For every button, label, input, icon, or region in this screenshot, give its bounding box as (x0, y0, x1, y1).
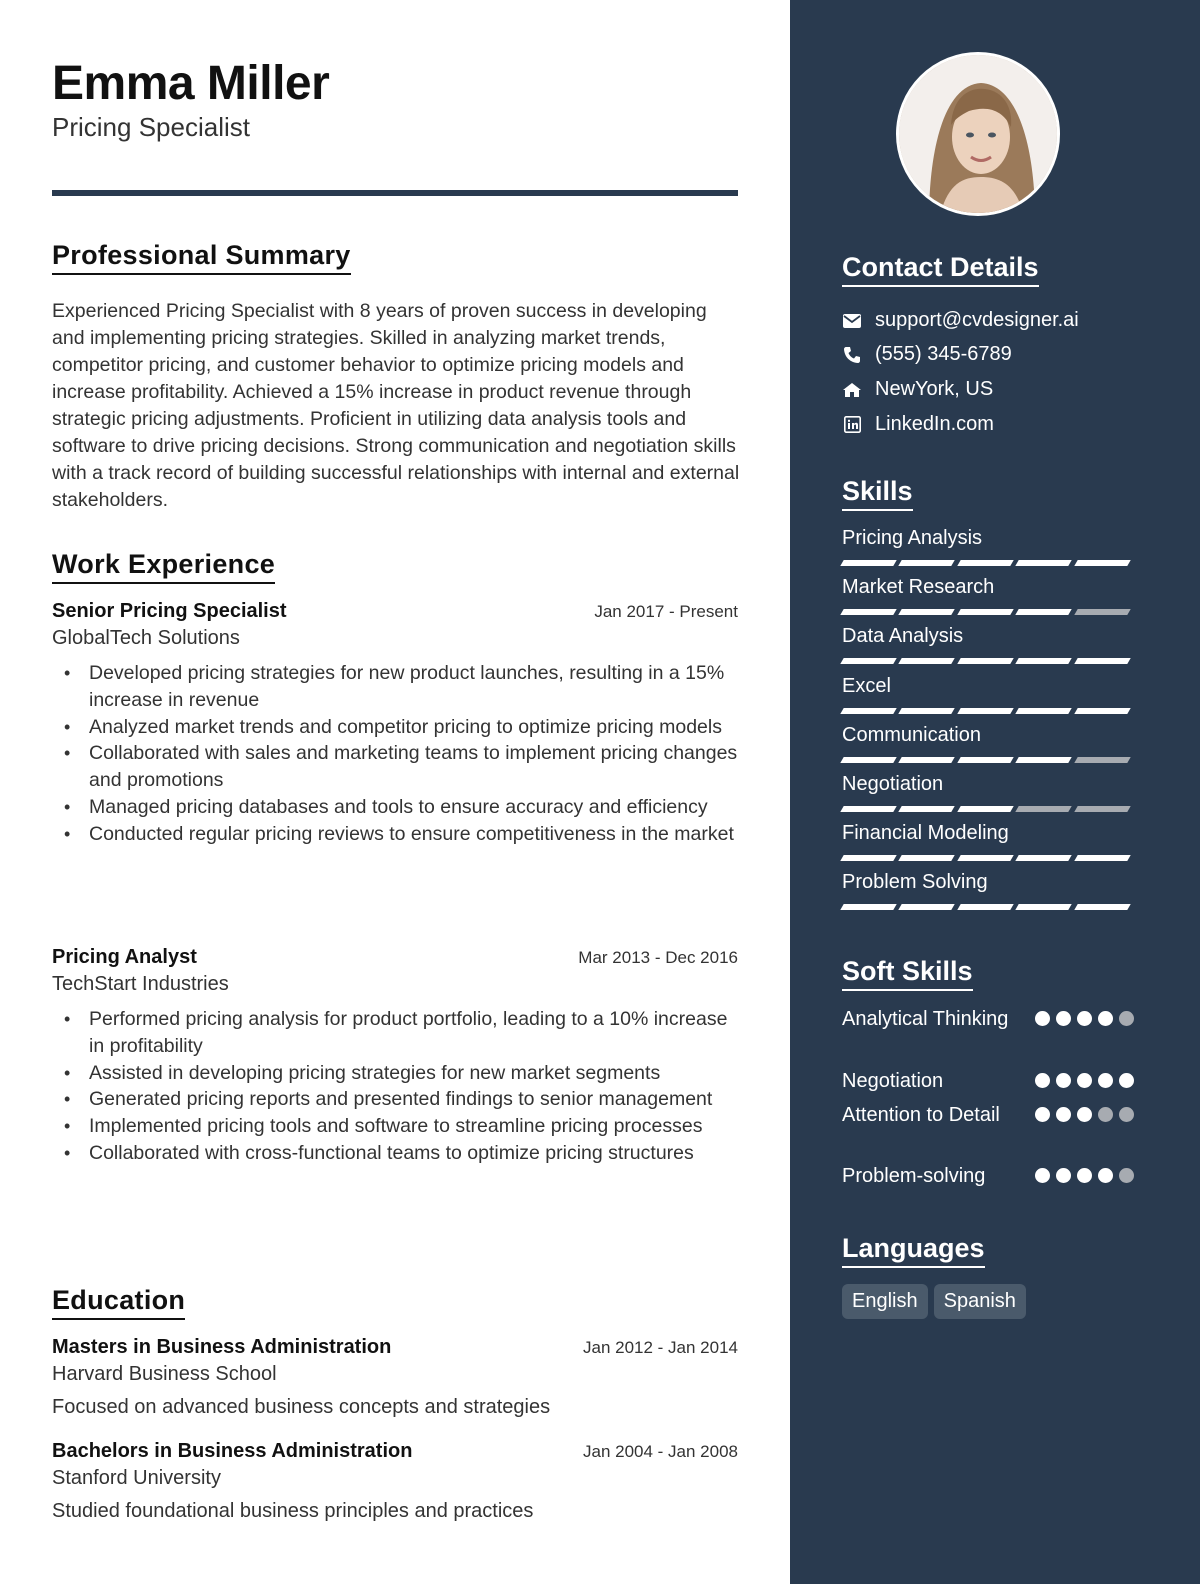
job-bullets (52, 660, 738, 848)
skill-bar-empty (1074, 757, 1131, 763)
skill-bar-filled (1015, 560, 1072, 566)
skill-bar-filled (957, 855, 1014, 861)
languages-list (842, 1284, 1032, 1319)
degree-title: Bachelors in Business Administration (52, 1440, 413, 1462)
skill-name: Excel (842, 675, 891, 697)
skill-level-bars (842, 609, 1134, 615)
contact-location (842, 378, 993, 401)
skill-name: Pricing Analysis (842, 527, 983, 549)
rating-dot-filled (1077, 1107, 1092, 1122)
section-title-summary: Professional Summary (52, 240, 351, 275)
rating-dot-filled (1035, 1073, 1050, 1088)
rating-dot-filled (1098, 1168, 1113, 1183)
soft-skill-name: Negotiation (842, 1070, 944, 1092)
rating-dot-empty (1119, 1011, 1134, 1026)
rating-dot-filled (1077, 1011, 1092, 1026)
skill-name: Problem Solving (842, 871, 988, 893)
degree-date: Jan 2004 - Jan 2008 (582, 1442, 738, 1461)
skill-name: Data Analysis (842, 625, 964, 647)
soft-skill-item (842, 1102, 1134, 1129)
contact-linkedin (842, 413, 994, 436)
skill-item (842, 724, 1134, 763)
skill-bar-filled (899, 806, 956, 812)
skill-bar-filled (957, 806, 1014, 812)
job-bullet: • Generated pricing reports and presented findings to senior management (52, 1086, 738, 1113)
contact-email-text: support@cvdesigner.ai (875, 309, 1079, 331)
skill-bar-filled (840, 855, 897, 861)
skill-level-bars (842, 708, 1134, 714)
profile-photo (896, 52, 1060, 216)
rating-dot-filled (1119, 1073, 1134, 1088)
contact-phone-text: (555) 345-6789 (875, 343, 1012, 365)
phone-icon (842, 345, 862, 365)
skill-item (842, 675, 1134, 714)
skill-bar-filled (1015, 757, 1072, 763)
home-icon (842, 380, 862, 400)
skill-bar-filled (899, 904, 956, 910)
rating-dot-filled (1056, 1073, 1071, 1088)
skill-name: Financial Modeling (842, 822, 1009, 844)
skill-name: Market Research (842, 576, 995, 598)
soft-skill-rating (1029, 1006, 1134, 1033)
soft-skill-name: Problem-solving (842, 1165, 986, 1187)
skill-level-bars (842, 658, 1134, 664)
rating-dot-empty (1119, 1107, 1134, 1122)
soft-skill-rating (1029, 1163, 1134, 1190)
skill-item (842, 527, 1134, 566)
job-entry (52, 600, 738, 848)
skill-bar-filled (899, 658, 956, 664)
section-title-experience: Work Experience (52, 549, 275, 584)
school-name: Stanford University (52, 1467, 221, 1489)
job-entry (52, 946, 738, 1167)
education-entry (52, 1336, 738, 1419)
section-title-soft-skills: Soft Skills (842, 956, 973, 991)
job-bullets (52, 1006, 738, 1167)
contact-linkedin-text: LinkedIn.com (875, 413, 994, 435)
skill-bar-filled (899, 609, 956, 615)
job-company: GlobalTech Solutions (52, 627, 240, 649)
rating-dot-empty (1098, 1107, 1113, 1122)
rating-dot-filled (1035, 1011, 1050, 1026)
section-title-languages: Languages (842, 1233, 985, 1268)
education-entry (52, 1440, 738, 1523)
rating-dot-filled (1035, 1168, 1050, 1183)
skill-bar-filled (899, 708, 956, 714)
degree-date: Jan 2012 - Jan 2014 (582, 1338, 738, 1357)
rating-dot-filled (1077, 1073, 1092, 1088)
skill-bar-filled (840, 609, 897, 615)
skill-bar-empty (1015, 806, 1072, 812)
skill-bar-filled (840, 904, 897, 910)
skill-item (842, 576, 1134, 615)
job-bullet: • Performed pricing analysis for product portfolio, leading to a 10% increase in profitability (52, 1006, 738, 1060)
degree-title: Masters in Business Administration (52, 1336, 392, 1358)
rating-dot-filled (1056, 1168, 1071, 1183)
candidate-role: Pricing Specialist (52, 112, 250, 142)
skill-bar-filled (957, 560, 1014, 566)
skill-level-bars (842, 806, 1134, 812)
skill-bar-empty (1074, 806, 1131, 812)
header-divider (52, 190, 738, 196)
skill-bar-filled (840, 708, 897, 714)
skill-bar-filled (840, 757, 897, 763)
skill-bar-filled (957, 904, 1014, 910)
skill-bar-filled (957, 757, 1014, 763)
skill-bar-filled (1074, 708, 1131, 714)
rating-dot-filled (1056, 1011, 1071, 1026)
soft-skill-item (842, 1163, 1134, 1190)
soft-skill-item (842, 1006, 1134, 1033)
skill-bar-filled (1015, 658, 1072, 664)
language-chip: English (842, 1284, 928, 1319)
skill-bar-filled (957, 609, 1014, 615)
skill-bar-empty (1074, 609, 1131, 615)
job-bullet: • Developed pricing strategies for new product launches, resulting in a 15% increase in revenue (52, 660, 738, 714)
linkedin-icon (842, 415, 862, 435)
skill-bar-filled (899, 560, 956, 566)
rating-dot-filled (1098, 1011, 1113, 1026)
skill-bar-filled (1074, 560, 1131, 566)
skill-name: Communication (842, 724, 981, 746)
job-bullet: • Analyzed market trends and competitor pricing to optimize pricing models (52, 714, 738, 741)
section-title-education: Education (52, 1285, 185, 1320)
skill-level-bars (842, 560, 1134, 566)
skill-bar-filled (1015, 904, 1072, 910)
rating-dot-filled (1098, 1073, 1113, 1088)
language-chip: Spanish (934, 1284, 1026, 1319)
job-date: Jan 2017 - Present (594, 602, 738, 621)
job-company: TechStart Industries (52, 973, 229, 995)
skill-bar-filled (840, 560, 897, 566)
skill-item (842, 773, 1134, 812)
skill-item (842, 871, 1134, 910)
job-bullet: • Assisted in developing pricing strategies for new market segments (52, 1060, 738, 1087)
skill-bar-filled (1074, 855, 1131, 861)
skill-bar-filled (840, 658, 897, 664)
job-bullet: • Managed pricing databases and tools to ensure accuracy and efficiency (52, 794, 738, 821)
skill-item (842, 822, 1134, 861)
skill-bar-filled (1015, 609, 1072, 615)
job-title: Senior Pricing Specialist (52, 600, 287, 622)
rating-dot-filled (1056, 1107, 1071, 1122)
skill-bar-filled (1015, 855, 1072, 861)
skill-bar-filled (1074, 904, 1131, 910)
skill-level-bars (842, 904, 1134, 910)
soft-skill-name: Analytical Thinking (842, 1008, 1009, 1030)
rating-dot-filled (1077, 1168, 1092, 1183)
job-bullet: • Collaborated with sales and marketing teams to implement pricing changes and promotions (52, 740, 738, 794)
contact-email (842, 309, 1079, 332)
skill-item (842, 625, 1134, 664)
soft-skill-rating (1029, 1102, 1134, 1129)
skill-bar-filled (1074, 658, 1131, 664)
envelope-icon (842, 311, 862, 331)
rating-dot-filled (1035, 1107, 1050, 1122)
skill-bar-filled (1015, 708, 1072, 714)
soft-skill-name: Attention to Detail (842, 1104, 1000, 1126)
job-bullet: • Collaborated with cross-functional teams to optimize pricing structures (52, 1140, 738, 1167)
candidate-name: Emma Miller (52, 57, 330, 110)
contact-location-text: NewYork, US (875, 378, 994, 400)
soft-skill-rating (1029, 1068, 1134, 1095)
section-title-skills: Skills (842, 476, 913, 511)
degree-description: Focused on advanced business concepts and strategies (52, 1396, 551, 1418)
section-title-contact: Contact Details (842, 252, 1039, 287)
degree-description: Studied foundational business principles and practices (52, 1500, 534, 1522)
skill-bar-filled (957, 658, 1014, 664)
contact-phone (842, 343, 1012, 366)
rating-dot-empty (1119, 1168, 1134, 1183)
job-date: Mar 2013 - Dec 2016 (578, 948, 738, 967)
skill-bar-filled (840, 806, 897, 812)
school-name: Harvard Business School (52, 1363, 277, 1385)
skill-bar-filled (899, 757, 956, 763)
job-bullet: • Conducted regular pricing reviews to ensure competitiveness in the market (52, 821, 738, 848)
skill-bar-filled (957, 708, 1014, 714)
skill-level-bars (842, 757, 1134, 763)
skill-level-bars (842, 855, 1134, 861)
skill-name: Negotiation (842, 773, 944, 795)
summary-text: Experienced Pricing Specialist with 8 years of proven success in developing and implementing pricing strategies. Skilled in analyzing market trends, competitor pricing, and customer behavior to optimize pricing models and increase profitability. Achieved a 15% increase in product revenue through strategic pricing adjustments. Proficient in utilizing data analysis tools and software to drive pricing decisions. Strong communication and negotiation skills with a track record of building successful relationships with internal and external stakeholders. (52, 300, 740, 511)
skill-bar-filled (899, 855, 956, 861)
job-title: Pricing Analyst (52, 946, 197, 968)
job-bullet: • Implemented pricing tools and software to streamline pricing processes (52, 1113, 738, 1140)
soft-skill-item (842, 1068, 1134, 1095)
